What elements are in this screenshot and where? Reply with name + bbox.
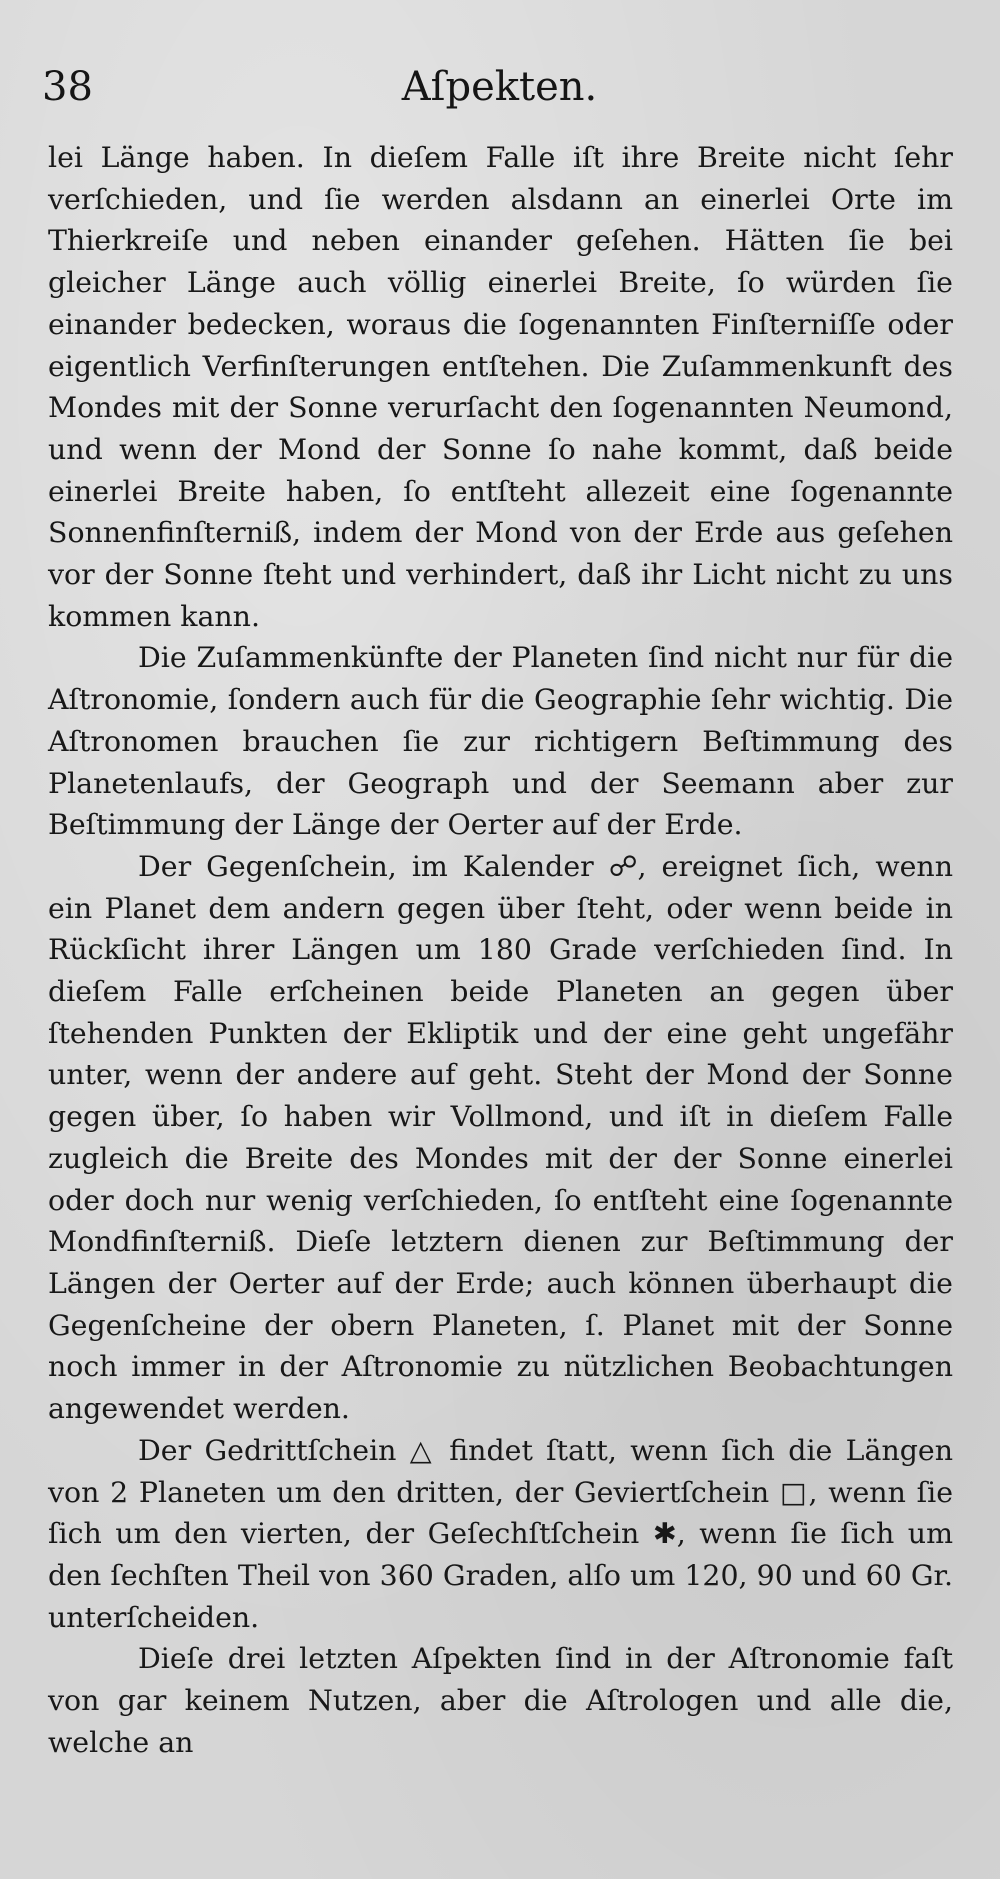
page-header [42,62,957,112]
paragraph-4: Der Gedrittſchein △ findet ſtatt, wenn ſich die Längen von 2 Planeten um den dritten, der Geviertſchein □, wenn ſie ſich um den vierten, der Geſechſtſchein ✱, wenn ſie ſich um den ſechſten Theil von 360 Graden, alſo um 120, 90 und 60 Gr. unterſcheiden. [48,1433,953,1634]
paragraph-3: Der Gegenſchein, im Kalender ☍, ereignet ſich, wenn ein Planet dem andern gegen über ſteht, oder wenn beide in Rückſicht ihrer Längen um 180 Grade verſchieden ſind. In dieſem Falle erſcheinen beide Planeten an gegen über ſtehenden Punkten der Ekliptik und der eine geht ungefähr unter, wenn der andere auf geht. Steht der Mond der Sonne gegen über, ſo haben wir Vollmond, und iſt in dieſem Falle zugleich die Breite des Mondes mit der der Sonne einerlei oder doch nur wenig verſchieden, ſo entſteht eine ſogenannte Mondfinſterniß. Dieſe letztern dienen zur Beſtimmung der Längen der Oerter auf der Erde; auch können überhaupt die Gegenſcheine der obern Planeten, ſ. Planet mit der Sonne noch immer in der Aſtronomie zu nützlichen Beobachtungen angewendet werden. [48,849,953,1426]
page-number: 38 [42,64,93,110]
body-text [48,137,953,1763]
paragraph-2: Die Zuſammenkünfte der Planeten ſind nicht nur für die Aſtronomie, ſondern auch für die Geographie ſehr wichtig. Die Aſtronomen brauchen ſie zur richtigern Beſtimmung des Planetenlaufs, der Geograph und der Seemann aber zur Beſtimmung der Länge der Oerter auf der Erde. [48,641,953,842]
paragraph-1: lei Länge haben. In dieſem Falle iſt ihre Breite nicht ſehr verſchieden, und ſie werden alsdann an einerlei Orte im Thierkreiſe und neben einander geſehen. Hätten ſie bei gleicher Länge auch völlig einerlei Breite, ſo würden ſie einander bedecken, woraus die ſogenannten Finſterniſſe oder eigentlich Verfinſterungen entſtehen. Die Zuſammenkunft des Mondes mit der Sonne verurſacht den ſogenannten Neumond, und wenn der Mond der Sonne ſo nahe kommt, daß beide einerlei Breite haben, ſo entſteht allezeit eine ſogenannte Sonnenfinſterniß, indem der Mond von der Erde aus geſehen vor der Sonne ſteht und verhindert, daß ihr Licht nicht zu uns kommen kann. [48,141,953,633]
paragraph-5: Dieſe drei letzten Aſpekten ſind in der Aſtronomie faſt von gar keinem Nutzen, aber die Aſtrologen und alle die, welche an [48,1642,953,1759]
running-title: Aſpekten. [401,64,598,110]
